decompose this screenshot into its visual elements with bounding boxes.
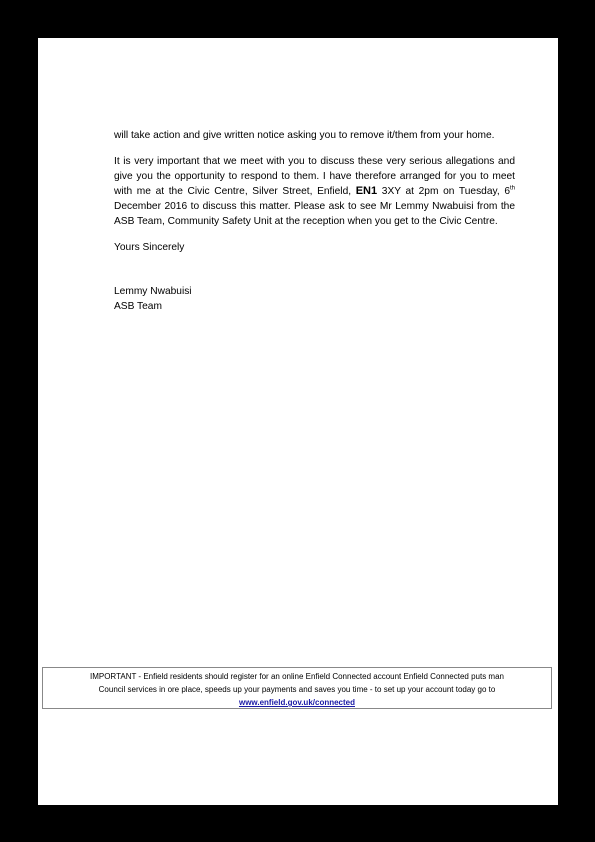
- closing-line: Yours Sincerely: [114, 242, 185, 253]
- signer-team: ASB Team: [114, 301, 162, 312]
- enfield-connected-link[interactable]: www.enfield.gov.uk/connected: [238, 698, 355, 707]
- paragraph-remove-items: will take action and give written notice asking you to remove it/them from your home.: [114, 130, 495, 141]
- meeting-text-start: It is very important that we meet with you to discuss these very serious allegations and give you the opportunity to respond to them. I have therefore arranged for you to meet with me at the Civic Centre, Silver Street, Enfield,: [114, 156, 515, 197]
- document-page: [38, 38, 558, 805]
- meeting-text-end: December 2016 to discuss this matter. Please ask to see Mr Lemmy Nwabuisi from the ASB Team, Community Safety Unit at the reception when you get to the Civic Centre.: [114, 201, 515, 227]
- important-notice-box: [42, 667, 552, 709]
- meeting-text-date: 3XY at 2pm on Tuesday, 6: [377, 186, 510, 197]
- notice-line-1: IMPORTANT - Enfield residents should register for an online Enfield Connected account Enfield Connected puts man: [89, 672, 504, 681]
- signer-name: Lemmy Nwabuisi: [114, 286, 192, 297]
- letter-body: [114, 128, 515, 314]
- date-ordinal-suffix: th: [510, 185, 516, 192]
- notice-line-2: Council services in ore place, speeds up your payments and saves you time - to set up your account today go to: [98, 685, 496, 694]
- postcode-bold: EN1: [355, 185, 378, 197]
- signature-block: [114, 284, 515, 314]
- paragraph-meeting: [114, 154, 515, 229]
